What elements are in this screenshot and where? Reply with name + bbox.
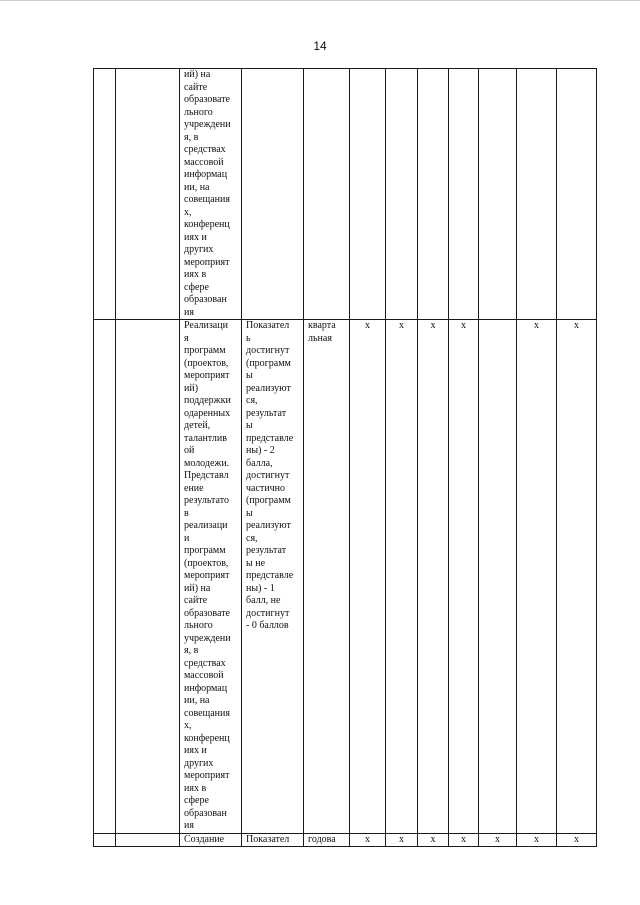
mark-cell bbox=[557, 833, 597, 847]
mark-x: x bbox=[399, 833, 404, 845]
period-cell bbox=[304, 833, 350, 847]
criterion-cell bbox=[116, 320, 180, 834]
table-row bbox=[94, 833, 597, 847]
mark-cell bbox=[479, 833, 517, 847]
page-number: 14 bbox=[313, 39, 327, 53]
mark-x: x bbox=[461, 320, 466, 331]
activity-cell bbox=[180, 320, 242, 834]
mark-cell bbox=[386, 69, 418, 320]
mark-x: x bbox=[430, 320, 436, 331]
row-number-cell bbox=[94, 833, 116, 847]
criterion-cell bbox=[116, 69, 180, 320]
period-text: годова bbox=[308, 833, 336, 845]
mark-cell bbox=[557, 69, 597, 320]
mark-cell bbox=[418, 833, 449, 847]
mark-cell bbox=[479, 320, 517, 834]
indicator-text: Показател ь достигнут (программ ы реализуют ся, результат ы представле ны) - 2 балла, достигнут частично (программ ы реализуют ся, результат ы не представле ны) - 1 балл, не достигнут - 0 баллов bbox=[246, 320, 294, 631]
scan-edge-line bbox=[0, 0, 640, 1]
row-number-cell bbox=[94, 69, 116, 320]
mark-cell bbox=[479, 69, 517, 320]
mark-cell bbox=[418, 320, 449, 834]
table-row bbox=[94, 69, 597, 320]
mark-cell bbox=[449, 833, 479, 847]
mark-cell bbox=[449, 69, 479, 320]
indicator-text: Показател bbox=[246, 833, 290, 845]
mark-x: x bbox=[495, 833, 500, 845]
mark-x: x bbox=[365, 320, 370, 331]
mark-cell bbox=[350, 320, 386, 834]
period-cell bbox=[304, 320, 350, 834]
criteria-table bbox=[93, 68, 597, 847]
activity-cell bbox=[180, 833, 242, 847]
activity-cell bbox=[180, 69, 242, 320]
mark-cell bbox=[418, 69, 449, 320]
mark-cell bbox=[517, 320, 557, 834]
mark-cell bbox=[386, 833, 418, 847]
activity-text: Создание bbox=[184, 833, 225, 845]
activity-text: ий) на сайте образовате льного учреждени я, в средствах массовой информац ии, на совещания х, конференц иях и других мероприят иях в сфере образован ия bbox=[184, 69, 231, 318]
mark-cell bbox=[517, 69, 557, 320]
row-number-cell bbox=[94, 320, 116, 834]
activity-text: Реализаци я программ (проектов, мероприят ий) поддержки одаренных детей, талантлив ой молодежи. Представл ение результато в реализаци и программ (проектов, мероприят ий) на сайте образовате льного учреждени я, в средствах массовой информац ии, на совещания х, конференц иях и других мероприят иях в сфере образован ия bbox=[184, 320, 231, 831]
mark-cell bbox=[350, 833, 386, 847]
mark-x: x bbox=[534, 833, 539, 845]
mark-cell bbox=[449, 320, 479, 834]
mark-x: x bbox=[574, 833, 579, 845]
mark-x: x bbox=[574, 320, 579, 331]
indicator-cell bbox=[242, 320, 304, 834]
mark-cell bbox=[517, 833, 557, 847]
mark-cell bbox=[557, 320, 597, 834]
mark-x: x bbox=[399, 320, 404, 331]
mark-x: x bbox=[430, 833, 436, 845]
mark-x: x bbox=[365, 833, 370, 845]
criterion-cell bbox=[116, 833, 180, 847]
table-row bbox=[94, 320, 597, 834]
mark-cell bbox=[386, 320, 418, 834]
mark-x: x bbox=[534, 320, 539, 331]
indicator-cell bbox=[242, 833, 304, 847]
mark-cell bbox=[350, 69, 386, 320]
mark-x: x bbox=[461, 833, 466, 845]
period-text: кварта льная bbox=[308, 320, 336, 344]
period-cell bbox=[304, 69, 350, 320]
indicator-cell bbox=[242, 69, 304, 320]
